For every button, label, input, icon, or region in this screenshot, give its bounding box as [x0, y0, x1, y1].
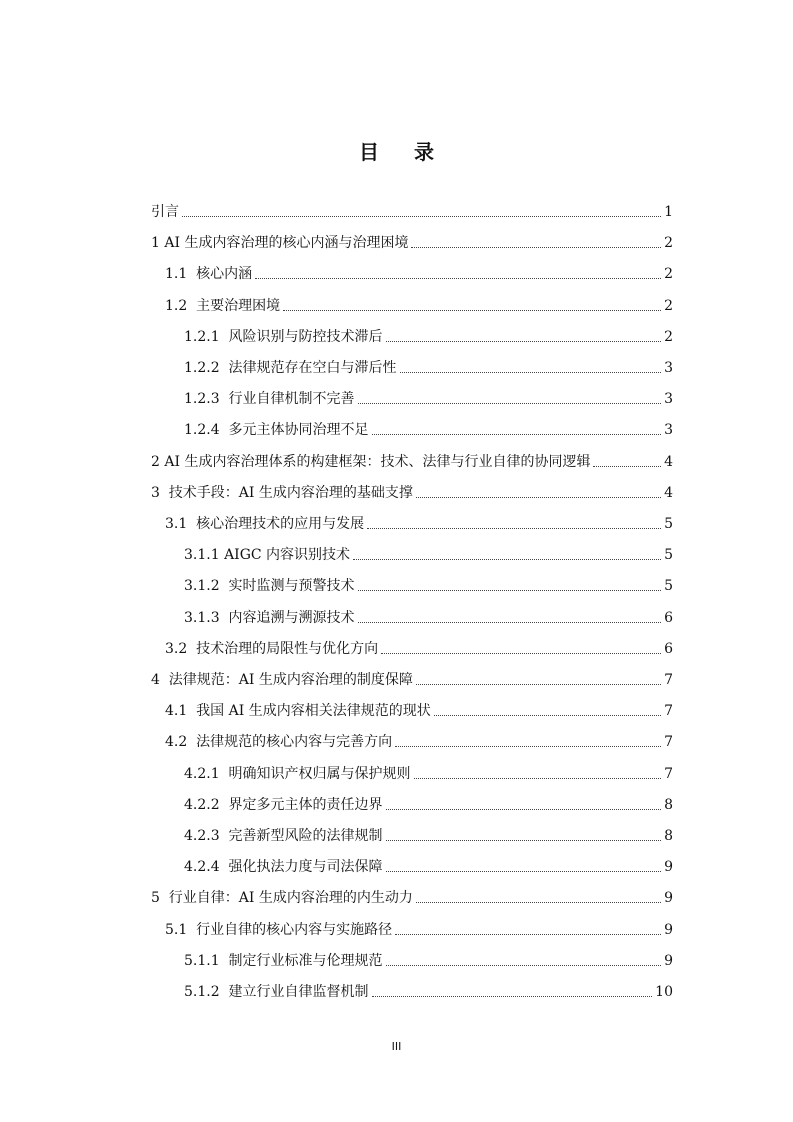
toc-entry-page: 3 — [664, 360, 673, 376]
dot-leader — [386, 964, 662, 966]
dot-leader — [411, 246, 661, 248]
toc-entry-label: 4 法律规范：AI 生成内容治理的制度保障 — [151, 672, 413, 688]
toc-entry-label: 3.1.2 实时监测与预警技术 — [184, 578, 355, 595]
toc-entry-label: 1.2.2 法律规范存在空白与滞后性 — [184, 360, 397, 376]
toc-entry-page: 3 — [664, 391, 673, 408]
toc-entry-label: 引言 — [151, 204, 179, 220]
dot-leader — [255, 277, 661, 279]
toc-entry[interactable] — [184, 353, 673, 377]
toc-entry-page: 7 — [664, 765, 673, 782]
toc-entry[interactable] — [184, 977, 673, 1001]
dot-leader — [414, 777, 662, 779]
dot-leader — [416, 496, 661, 498]
dot-leader — [416, 901, 661, 903]
toc-entry-page: 4 — [664, 484, 673, 501]
toc-entry-page: 2 — [664, 297, 673, 314]
dot-leader — [358, 621, 662, 623]
toc-entry[interactable] — [165, 634, 673, 658]
toc-entry-page: 5 — [664, 578, 673, 595]
toc-entry[interactable] — [184, 821, 673, 845]
toc-entry-page: 2 — [664, 266, 673, 283]
toc-entry[interactable] — [151, 883, 673, 907]
toc-entry-page: 9 — [664, 952, 673, 969]
toc-entry[interactable] — [184, 384, 673, 408]
toc-entry[interactable] — [184, 415, 673, 439]
dot-leader — [400, 371, 662, 373]
toc-entry-label: 4.2.4 强化执法力度与司法保障 — [184, 859, 383, 876]
toc-entry[interactable] — [151, 478, 673, 502]
page-number: III — [391, 1040, 402, 1053]
toc-entry-label: 1.1 核心内涵 — [165, 266, 253, 283]
toc-entry-label: 2 AI 生成内容治理体系的构建框架：技术、法律与行业自律的协同逻辑 — [151, 453, 591, 470]
toc-entry-label: 4.2.2 界定多元主体的责任边界 — [184, 796, 383, 813]
toc-entry-label: 4.2.1 明确知识产权归属与保护规则 — [184, 765, 411, 782]
toc-entry-page: 5 — [664, 516, 673, 532]
dot-leader — [386, 870, 662, 872]
dot-leader — [358, 589, 662, 591]
toc-entry-page: 6 — [664, 640, 673, 657]
toc-title: 目 录 — [359, 140, 448, 164]
toc-entry-label: 3.1.1 AIGC 内容识别技术 — [184, 547, 351, 564]
dot-leader — [372, 433, 662, 435]
toc-entry-page: 6 — [664, 609, 673, 626]
toc-entry-label: 3 技术手段：AI 生成内容治理的基础支撑 — [151, 484, 413, 501]
toc-entry-label: 5.1.1 制定行业标准与伦理规范 — [184, 952, 383, 969]
dot-leader — [381, 652, 661, 654]
toc-entry-page: 9 — [664, 859, 673, 876]
toc-entry[interactable] — [184, 759, 673, 783]
toc-entry-label: 3.1.3 内容追溯与溯源技术 — [184, 609, 355, 626]
toc-entry-label: 3.2 技术治理的局限性与优化方向 — [165, 640, 379, 657]
dot-leader — [434, 714, 661, 716]
dot-leader — [182, 215, 661, 217]
toc-entry-label: 1 AI 生成内容治理的核心内涵与治理困境 — [151, 235, 409, 252]
toc-entry-label: 4.2.3 完善新型风险的法律规制 — [184, 828, 383, 844]
toc-entry-page: 4 — [664, 453, 673, 470]
toc-entry[interactable] — [165, 696, 673, 720]
dot-leader — [386, 839, 662, 841]
toc-entry[interactable] — [151, 447, 673, 471]
toc-entry[interactable] — [184, 322, 673, 346]
dot-leader — [283, 309, 661, 311]
toc-entry-page: 7 — [664, 672, 673, 688]
toc-entry[interactable] — [165, 915, 673, 939]
dot-leader — [386, 808, 662, 810]
toc-entry[interactable] — [184, 603, 673, 627]
toc-entry[interactable] — [184, 790, 673, 814]
toc-entry[interactable] — [165, 509, 673, 533]
dot-leader — [353, 558, 661, 560]
toc-entry-label: 5.1 行业自律的核心内容与实施路径 — [165, 921, 393, 938]
toc-entry-label: 1.2 主要治理困境 — [165, 297, 281, 314]
toc-entry-label: 4.1 我国 AI 生成内容相关法律规范的现状 — [165, 703, 431, 720]
toc-entry[interactable] — [184, 852, 673, 876]
toc-entry-page: 10 — [655, 984, 673, 1000]
toc-entry[interactable] — [151, 228, 673, 252]
toc-entry-label: 4.2 法律规范的核心内容与完善方向 — [165, 734, 393, 751]
toc-entry-page: 3 — [664, 422, 673, 439]
toc-entry-label: 1.2.4 多元主体协同治理不足 — [184, 422, 369, 439]
toc-entry-page: 7 — [664, 734, 673, 751]
toc-entry-page: 2 — [664, 235, 673, 252]
toc-entry-label: 5.1.2 建立行业自律监督机制 — [184, 984, 369, 1000]
dot-leader — [372, 995, 653, 997]
toc-entry[interactable] — [165, 291, 673, 315]
toc-entry-label: 5 行业自律：AI 生成内容治理的内生动力 — [151, 890, 413, 907]
toc-entry-page: 9 — [664, 921, 673, 938]
toc-entry-page: 9 — [664, 890, 673, 907]
toc-entry-page: 8 — [664, 828, 673, 844]
toc-entry-page: 1 — [664, 204, 673, 220]
toc-entry-page: 2 — [664, 328, 673, 345]
toc-entry[interactable] — [165, 727, 673, 751]
dot-leader — [416, 683, 661, 685]
toc-entry-page: 5 — [664, 547, 673, 564]
toc-entry-label: 3.1 核心治理技术的应用与发展 — [165, 516, 365, 532]
toc-entry[interactable] — [184, 946, 673, 970]
toc-entry[interactable] — [184, 540, 673, 564]
toc-entry-page: 8 — [664, 796, 673, 813]
toc-entry[interactable] — [151, 665, 673, 689]
dot-leader — [367, 527, 661, 529]
toc-entry-label: 1.2.1 风险识别与防控技术滞后 — [184, 328, 383, 345]
toc-entry-page: 7 — [664, 703, 673, 720]
dot-leader — [386, 340, 662, 342]
dot-leader — [593, 465, 661, 467]
toc-entry[interactable] — [165, 259, 673, 283]
toc-entry-label: 1.2.3 行业自律机制不完善 — [184, 391, 355, 408]
dot-leader — [395, 745, 661, 747]
dot-leader — [395, 933, 661, 935]
toc-entry[interactable] — [151, 197, 673, 221]
dot-leader — [358, 402, 662, 404]
toc-entry[interactable] — [184, 571, 673, 595]
